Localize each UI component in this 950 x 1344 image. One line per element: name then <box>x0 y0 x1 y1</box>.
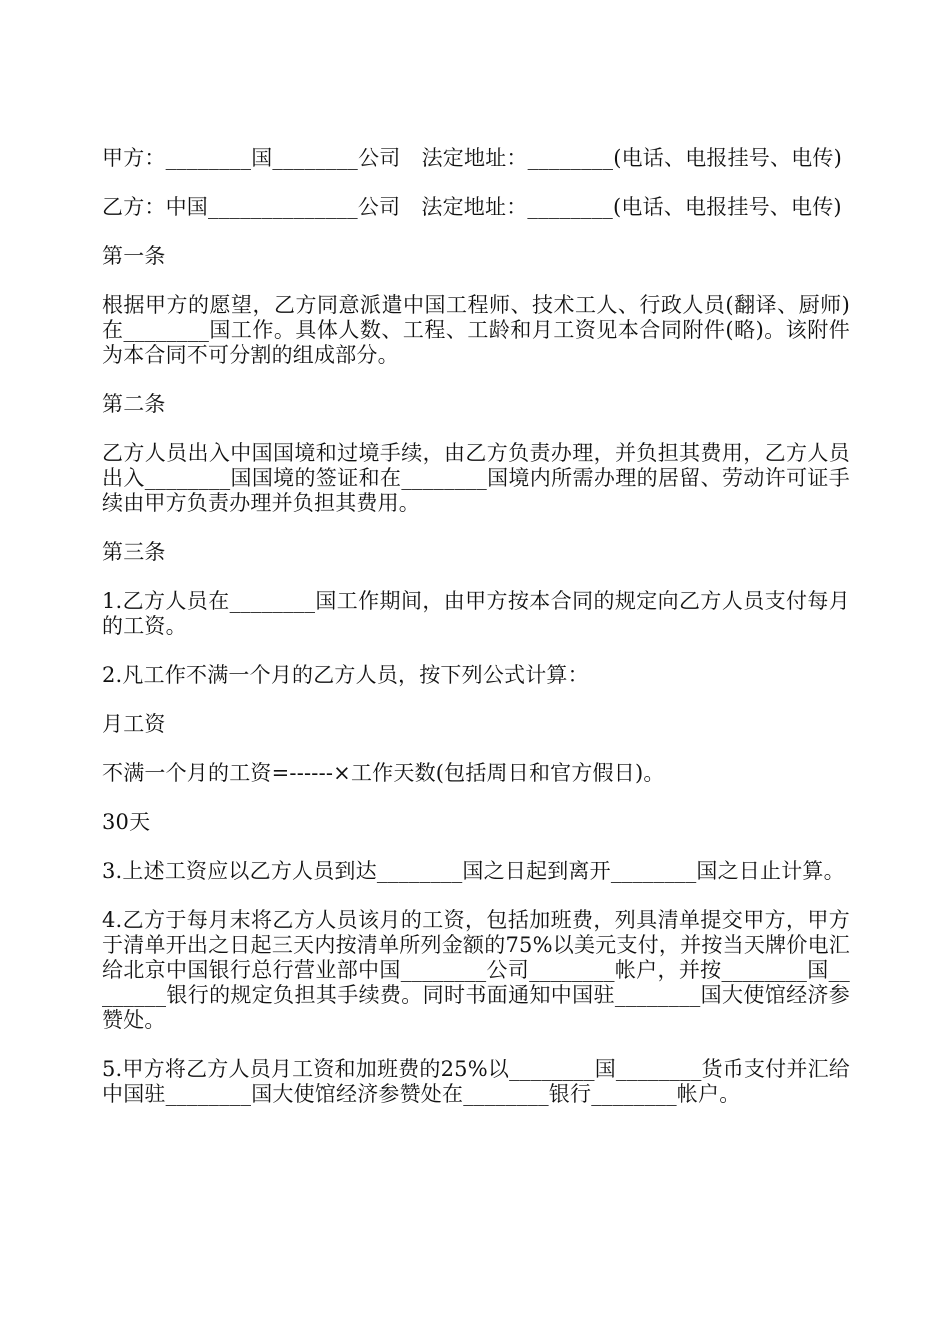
article-2-body: 乙方人员出入中国国境和过境手续，由乙方负责办理，并负担其费用，乙方人员出入________国国境的签证和在________国境内所需办理的居留、劳动许可证手续由甲方负责办理并负担其费用。 <box>102 441 850 515</box>
formula-denominator: 30天 <box>102 810 151 834</box>
article-3-clause-2: 2.凡工作不满一个月的乙方人员，按下列公式计算： <box>102 663 589 687</box>
article-1-body: 根据甲方的愿望，乙方同意派遣中国工程师、技术工人、行政人员(翻译、厨师)在________国工作。具体人数、工程、工龄和月工资见本合同附件(略)。该附件为本合同不可分割的组成部分。 <box>102 293 850 367</box>
article-3-clause-4: 4.乙方于每月末将乙方人员该月的工资，包括加班费，列具清单提交甲方，甲方于清单开出之日起三天内按清单所列金额的75%以美元支付，并按当天牌价电汇给北京中国银行总行营业部中国________公司________帐户，并按________国________银行的规定负担其手续费。同时书面通知中国驻________国大使馆经济参赞处。 <box>102 908 850 1032</box>
contract-page <box>102 146 850 1131</box>
formula-numerator: 月工资 <box>102 712 166 736</box>
article-3-clause-1: 1.乙方人员在________国工作期间，由甲方按本合同的规定向乙方人员支付每月的工资。 <box>102 589 850 638</box>
article-1-heading: 第一条 <box>102 244 166 268</box>
party-b-line: 乙方：中国______________公司 法定地址：________(电话、电报挂号、电传) <box>102 195 842 219</box>
article-2-heading: 第二条 <box>102 392 166 416</box>
party-a-line: 甲方：________国________公司 法定地址：________(电话、电报挂号、电传) <box>102 146 842 170</box>
formula-line: 不满一个月的工资=------×工作天数(包括周日和官方假日)。 <box>102 761 665 785</box>
article-3-heading: 第三条 <box>102 540 166 564</box>
article-3-clause-5: 5.甲方将乙方人员月工资和加班费的25%以________国________货币支付并汇给中国驻________国大使馆经济参赞处在________银行________帐户。 <box>102 1057 850 1106</box>
article-3-clause-3: 3.上述工资应以乙方人员到达________国之日起到离开________国之日止计算。 <box>102 859 845 883</box>
